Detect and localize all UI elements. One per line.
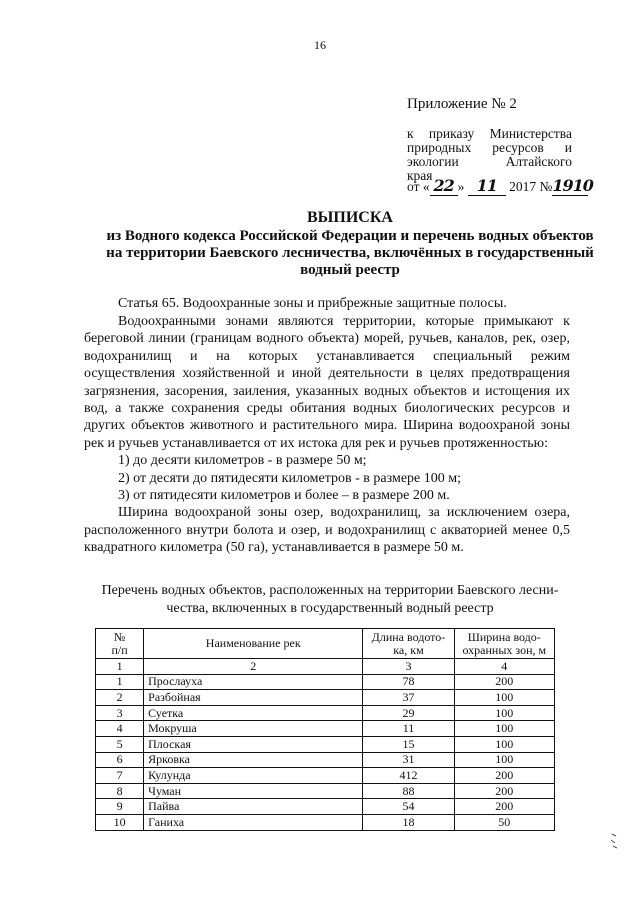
order-date-line: [407, 176, 593, 196]
table-row: [96, 690, 555, 706]
table-row: [96, 736, 555, 752]
cell-num: 10: [96, 814, 144, 830]
cell-length: 18: [363, 814, 454, 830]
cell-length: 37: [363, 690, 454, 706]
cell-num: 8: [96, 783, 144, 799]
index-cell: 1: [96, 659, 144, 675]
date-month-handwritten: 11: [468, 176, 506, 196]
order-line: к приказу Министерства: [407, 126, 572, 141]
cell-width: 100: [454, 690, 554, 706]
table-row: [96, 721, 555, 737]
table-row: [96, 799, 555, 815]
cell-name: Ярковка: [144, 752, 363, 768]
cell-width: 200: [454, 783, 554, 799]
table-header-row: [96, 629, 555, 659]
table-row: [96, 705, 555, 721]
cell-name: Плоская: [144, 736, 363, 752]
cell-width: 100: [454, 736, 554, 752]
date-day-handwritten: 22: [430, 176, 458, 196]
cell-num: 7: [96, 768, 144, 784]
document-title: [60, 209, 640, 279]
title-line: водный реестр: [300, 262, 400, 278]
order-number-handwritten: 1910: [552, 176, 593, 195]
list-title: [60, 582, 600, 618]
order-line: природных ресурсов и: [407, 140, 572, 155]
header-num: № п/п: [96, 629, 144, 659]
list-item: 3) от пятидесяти километров и более – в размере 200 м.: [118, 488, 450, 504]
cell-num: 5: [96, 736, 144, 752]
cell-length: 412: [363, 768, 454, 784]
cell-name: Ганиха: [144, 814, 363, 830]
header-length: Длина водото- ка, км: [363, 629, 454, 659]
appendix-title: Приложение № 2: [407, 96, 517, 112]
cell-length: 15: [363, 736, 454, 752]
page-number: 16: [314, 38, 326, 52]
table-row: [96, 752, 555, 768]
appendix-order-text: [407, 127, 572, 183]
cell-num: 1: [96, 674, 144, 690]
cell-name: Мокруша: [144, 721, 363, 737]
cell-width: 100: [454, 705, 554, 721]
cell-width: 200: [454, 768, 554, 784]
index-cell: 4: [454, 659, 554, 675]
list-title-line: Перечень водных объектов, расположенных на территории Баевского лесни-: [101, 583, 559, 598]
date-sep: »: [457, 179, 465, 194]
table-row: [96, 674, 555, 690]
paragraph: Водоохранными зонами являются территории, которые примыкают к береговой линии (границам водного объекта) морей, ручьев, каналов, рек, озер, водохранилищ и на которых устанавливается специальный режим осуществления хозяйственной и иной деятельности в целях предотвращения загрязнения, засорения, заиления, указанных водных объектов и истощения их вод, а также сохранения среды обитания водных биологических ресурсов и других объектов животного и растительного мира. Ширина водоохраной зоны рек и ручьев устанавливается от их истока для рек и ручьев протяженностью:: [84, 314, 570, 451]
header-name: Наименование рек: [144, 629, 363, 659]
cell-length: 29: [363, 705, 454, 721]
table-row: [96, 783, 555, 799]
cell-width: 50: [454, 814, 554, 830]
table-row: [96, 768, 555, 784]
cell-name: Суетка: [144, 705, 363, 721]
header-width: Ширина водо- охранных зон, м: [454, 629, 554, 659]
title-line: на территории Баевского лесничества, включённых в государственный: [106, 245, 594, 261]
article-heading: Статья 65. Водоохранные зоны и прибрежные защитные полосы.: [118, 296, 507, 311]
date-year: 2017: [509, 179, 537, 194]
table-row: [96, 814, 555, 830]
cell-length: 54: [363, 799, 454, 815]
cell-name: Кулунда: [144, 768, 363, 784]
cell-length: 11: [363, 721, 454, 737]
water-objects-table: [95, 628, 555, 831]
cell-length: 78: [363, 674, 454, 690]
cell-width: 200: [454, 799, 554, 815]
title-heading: ВЫПИСКА: [307, 209, 393, 226]
cell-num: 4: [96, 721, 144, 737]
cell-num: 9: [96, 799, 144, 815]
cell-width: 200: [454, 674, 554, 690]
title-line: из Водного кодекса Российской Федерации и перечень водных объектов: [106, 228, 594, 244]
cell-num: 6: [96, 752, 144, 768]
cell-name: Чуман: [144, 783, 363, 799]
cell-num: 3: [96, 705, 144, 721]
article-body: [84, 313, 570, 557]
cell-width: 100: [454, 721, 554, 737]
list-item: 1) до десяти километров - в размере 50 м;: [118, 453, 367, 469]
order-line: края: [407, 168, 433, 183]
index-cell: 2: [144, 659, 363, 675]
list-item: 2) от десяти до пятидесяти километров - в размере 100 м;: [118, 470, 461, 486]
scan-edge-mark: [610, 832, 620, 850]
cell-width: 100: [454, 752, 554, 768]
date-prefix: от «: [407, 179, 430, 194]
table-index-row: [96, 659, 555, 675]
cell-length: 31: [363, 752, 454, 768]
number-prefix: №: [539, 179, 553, 194]
cell-name: Разбойная: [144, 690, 363, 706]
list-title-line: чества, включенных в государственный водный реестр: [166, 601, 494, 616]
paragraph: Ширина водоохраной зоны озер, водохранилищ, за исключением озера, расположенного внутри болота и озер, и водохранилищ с акваторией менее 0,5 квадратного километра (50 га), устанавливается в размере 50 м.: [84, 505, 570, 556]
cell-name: Прослауха: [144, 674, 363, 690]
cell-length: 88: [363, 783, 454, 799]
cell-name: Пайва: [144, 799, 363, 815]
index-cell: 3: [363, 659, 454, 675]
cell-num: 2: [96, 690, 144, 706]
order-line: экологии Алтайского: [407, 154, 572, 169]
